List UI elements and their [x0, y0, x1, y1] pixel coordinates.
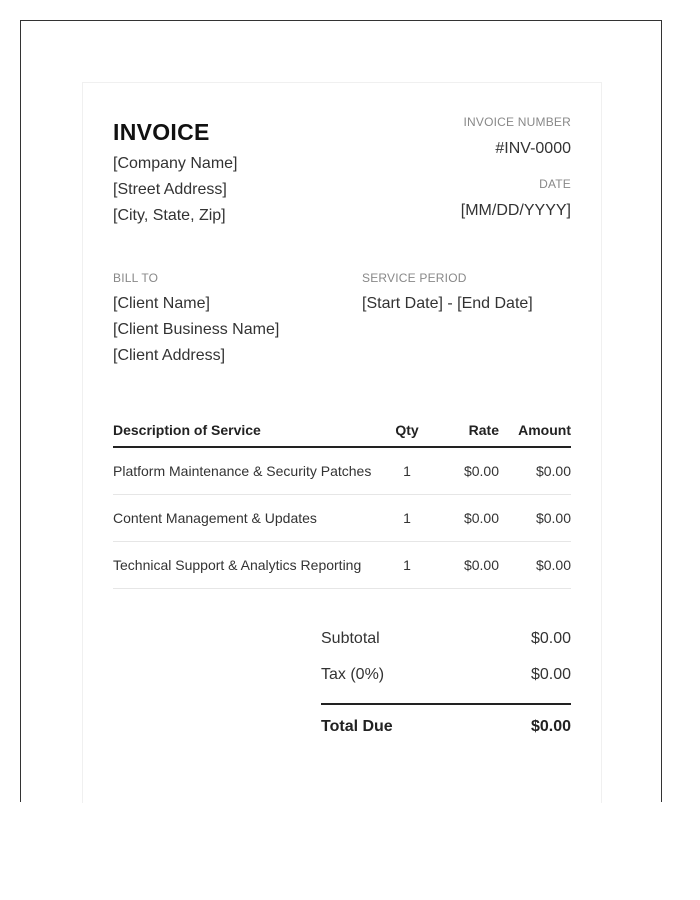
company-info: [113, 151, 373, 229]
tax-label: Tax (0%): [321, 666, 385, 683]
bill-to-label: BILL TO: [113, 271, 159, 285]
subtotal-value: $0.00: [530, 630, 571, 647]
subtotal-row: [321, 621, 571, 657]
row-qty: 1: [381, 447, 433, 494]
bill-to-section: [113, 271, 353, 369]
total-due-value: $0.00: [530, 718, 571, 735]
company-name: [Company Name]: [113, 155, 238, 172]
col-header-amount: Amount: [499, 413, 571, 447]
row-amount: $0.00: [499, 447, 571, 494]
table-row: [113, 447, 571, 494]
totals-section: [321, 621, 571, 749]
row-qty: 1: [381, 541, 433, 588]
total-due-row: [321, 705, 571, 749]
invoice-number-label: INVOICE NUMBER: [463, 115, 571, 129]
client-name: [Client Name]: [113, 295, 210, 312]
row-rate: $0.00: [433, 541, 499, 588]
service-period-value: [Start Date] - [End Date]: [362, 295, 533, 312]
invoice-card: [82, 82, 602, 803]
client-business-name: [Client Business Name]: [113, 321, 280, 338]
table-row: [113, 494, 571, 541]
subtotal-label: Subtotal: [321, 630, 380, 647]
row-description: Technical Support & Analytics Reporting: [113, 541, 381, 588]
company-street: [Street Address]: [113, 181, 227, 198]
row-rate: $0.00: [433, 494, 499, 541]
invoice-number: #INV-0000: [495, 140, 571, 157]
total-due-label: Total Due: [321, 718, 393, 735]
row-qty: 1: [381, 494, 433, 541]
invoice-meta: [371, 115, 571, 221]
tax-row: [321, 657, 571, 693]
row-rate: $0.00: [433, 447, 499, 494]
company-city: [City, State, Zip]: [113, 207, 226, 224]
col-header-rate: Rate: [433, 413, 499, 447]
line-items-table: [113, 413, 571, 589]
invoice-header-left: [113, 119, 373, 229]
row-amount: $0.00: [499, 541, 571, 588]
col-header-qty: Qty: [381, 413, 433, 447]
tax-value: $0.00: [530, 666, 571, 683]
table-header-row: [113, 413, 571, 447]
date-label: DATE: [539, 177, 571, 191]
invoice-title: INVOICE: [113, 119, 210, 145]
row-description: Content Management & Updates: [113, 494, 381, 541]
table-row: [113, 541, 571, 588]
row-description: Platform Maintenance & Security Patches: [113, 447, 381, 494]
col-header-description: Description of Service: [113, 413, 381, 447]
row-amount: $0.00: [499, 494, 571, 541]
invoice-date: [MM/DD/YYYY]: [460, 202, 571, 219]
client-address: [Client Address]: [113, 347, 226, 364]
service-period-section: [362, 271, 571, 317]
page-frame: [20, 20, 662, 802]
service-period-label: SERVICE PERIOD: [362, 271, 467, 285]
